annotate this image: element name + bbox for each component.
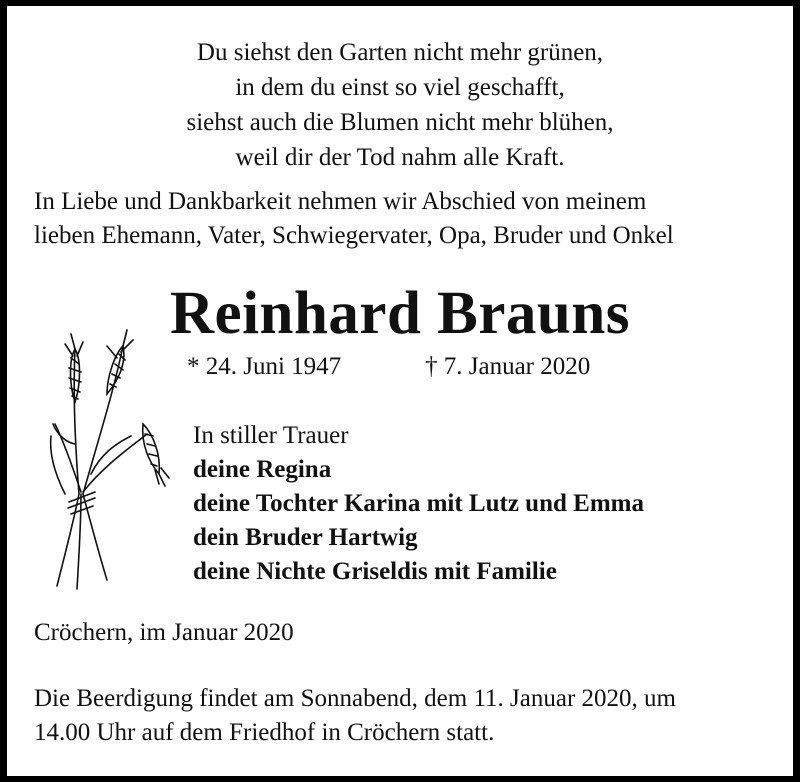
poem-line: weil dir der Tod nahm alle Kraft. (235, 144, 565, 171)
mourners-list (193, 419, 644, 589)
obituary-card (7, 6, 793, 776)
mourner-name: dein Bruder Hartwig (193, 524, 418, 551)
mourner-name: deine Nichte Griseldis mit Familie (193, 558, 557, 585)
mourner-name: deine Regina (193, 456, 332, 483)
mourners-intro: In stiller Trauer (193, 422, 349, 449)
farewell-line: In Liebe und Dankbarkeit nehmen wir Abschied von meinem (34, 188, 647, 215)
mourner-name: deine Tochter Karina mit Lutz und Emma (193, 490, 644, 517)
poem-line: Du siehst den Garten nicht mehr grünen, (196, 39, 604, 66)
funeral-notice (34, 682, 766, 750)
poem (7, 35, 793, 175)
deceased-name: Reinhard Brauns (169, 280, 631, 347)
poem-line: siehst auch die Blumen nicht mehr blühen, (186, 109, 614, 136)
farewell-text (34, 185, 766, 253)
farewell-line: lieben Ehemann, Vater, Schwiegervater, Opa, Bruder und Onkel (34, 222, 674, 249)
funeral-line: 14.00 Uhr auf dem Friedhof in Cröchern statt. (34, 719, 495, 746)
wheat-bouquet-icon (35, 324, 175, 604)
death-date: † 7. Januar 2020 (425, 353, 591, 380)
place-date: Cröchern, im Januar 2020 (34, 619, 294, 646)
birth-date: * 24. Juni 1947 (187, 353, 342, 380)
poem-line: in dem du einst so viel geschafft, (235, 74, 565, 101)
funeral-line: Die Beerdigung findet am Sonnabend, dem 11. Januar 2020, um (34, 685, 676, 712)
